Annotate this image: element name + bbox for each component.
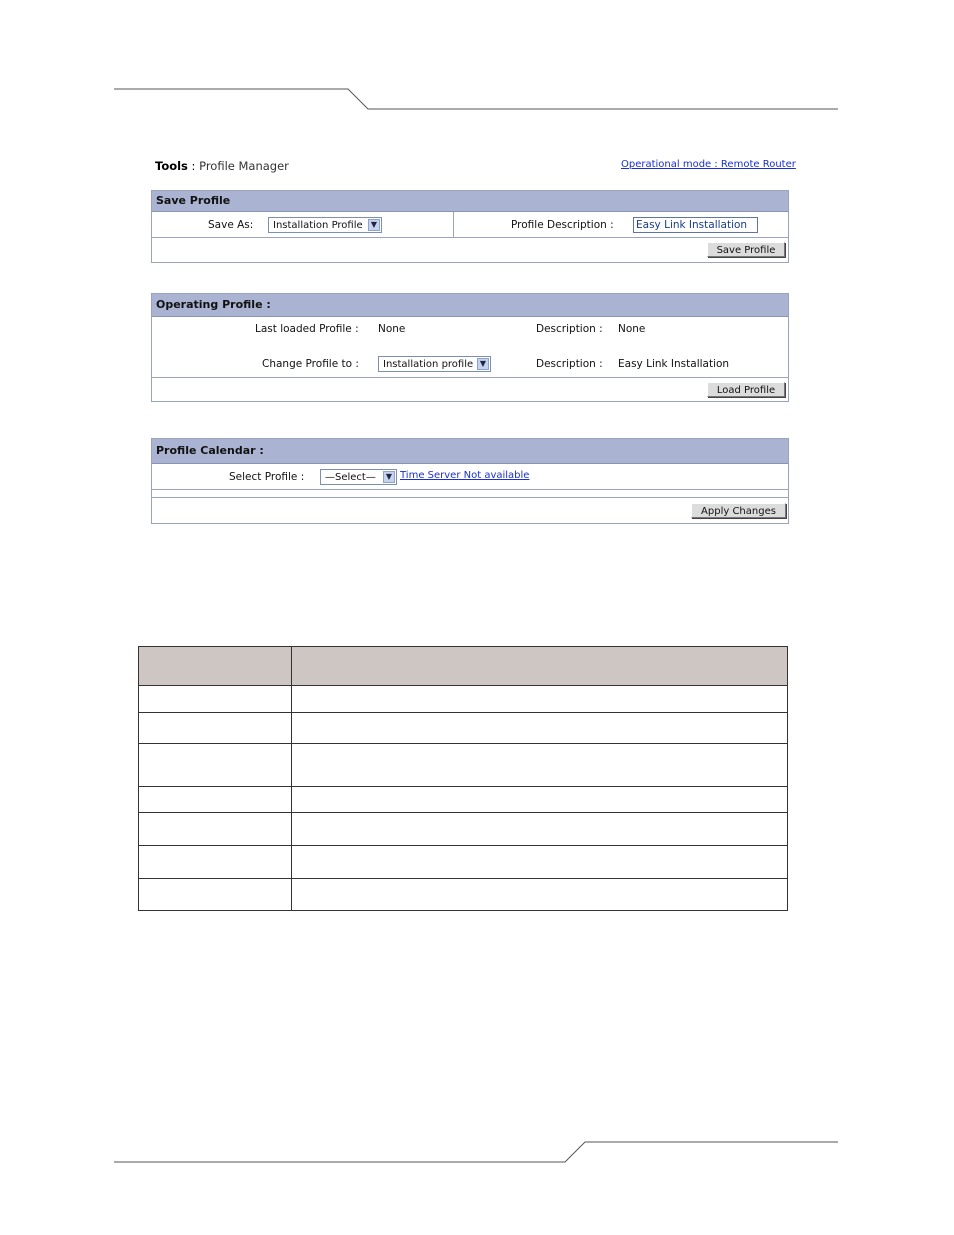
table-cell (139, 713, 292, 744)
operating-profile-header: Operating Profile : (152, 294, 788, 317)
save-profile-header: Save Profile (152, 191, 788, 212)
change-profile-description-label: Description : (536, 358, 603, 370)
page-title-section: Tools (155, 159, 188, 173)
save-profile-fields-row (152, 212, 788, 238)
table-header-cell (292, 647, 788, 686)
header-rule (0, 0, 954, 120)
last-loaded-profile-value: None (378, 323, 406, 335)
table-cell (292, 813, 788, 846)
table-row (139, 813, 788, 846)
last-loaded-profile-label: Last loaded Profile : (255, 323, 359, 335)
table-row (139, 744, 788, 787)
profile-calendar-panel (151, 438, 789, 524)
last-loaded-description-label: Description : (536, 323, 603, 335)
select-profile-select[interactable] (320, 469, 397, 485)
profile-calendar-spacer-row (152, 490, 788, 498)
select-profile-label: Select Profile : (229, 471, 305, 483)
table-cell (292, 744, 788, 787)
table-cell (292, 846, 788, 879)
chevron-down-icon: ▼ (383, 471, 395, 483)
profile-calendar-actions-row (152, 498, 788, 524)
table-cell (139, 787, 292, 813)
save-profile-button[interactable]: Save Profile (707, 242, 785, 257)
table-row (139, 846, 788, 879)
save-as-select-value: Installation Profile (273, 220, 363, 231)
profile-calendar-fields-row (152, 464, 788, 490)
profile-calendar-header: Profile Calendar : (152, 439, 788, 464)
last-loaded-description-value: None (618, 323, 646, 335)
table-cell (139, 879, 292, 911)
operating-profile-actions-row (152, 378, 788, 403)
change-profile-select-value: Installation profile (383, 359, 474, 370)
save-as-select[interactable] (268, 217, 382, 233)
time-server-link[interactable]: Time Server Not available (400, 470, 530, 481)
chevron-down-icon: ▼ (368, 219, 380, 231)
table-cell (139, 846, 292, 879)
page-title-sep: : (187, 159, 200, 173)
table-cell (292, 879, 788, 911)
page-title (155, 159, 289, 173)
operational-mode-link[interactable]: Operational mode : Remote Router (621, 159, 796, 170)
table-cell (292, 713, 788, 744)
table-cell (139, 813, 292, 846)
operating-profile-panel (151, 293, 789, 402)
table-cell (292, 787, 788, 813)
apply-changes-button[interactable]: Apply Changes (691, 503, 786, 518)
change-profile-select[interactable] (378, 356, 491, 372)
table-cell (139, 686, 292, 713)
table-row (139, 686, 788, 713)
field-divider (453, 212, 454, 237)
profile-description-label: Profile Description : (511, 219, 614, 231)
save-profile-actions-row (152, 238, 788, 263)
chevron-down-icon: ▼ (477, 358, 489, 370)
change-profile-description-value: Easy Link Installation (618, 358, 730, 370)
select-profile-select-value: —Select— (325, 472, 376, 483)
footer-rule (0, 1130, 954, 1170)
load-profile-button[interactable]: Load Profile (707, 382, 785, 397)
table-header-cell (139, 647, 292, 686)
table-cell (292, 686, 788, 713)
save-profile-panel (151, 190, 789, 263)
table-row (139, 879, 788, 911)
table-row (139, 713, 788, 744)
change-profile-label: Change Profile to : (262, 358, 359, 370)
save-as-label: Save As: (208, 219, 254, 231)
profile-description-input[interactable]: Easy Link Installation (633, 217, 758, 233)
parameter-table (138, 646, 788, 911)
operating-profile-fields-row (152, 317, 788, 378)
page-title-name: Profile Manager (199, 159, 289, 173)
table-row (139, 787, 788, 813)
table-cell (139, 744, 292, 787)
table-header-row (139, 647, 788, 686)
